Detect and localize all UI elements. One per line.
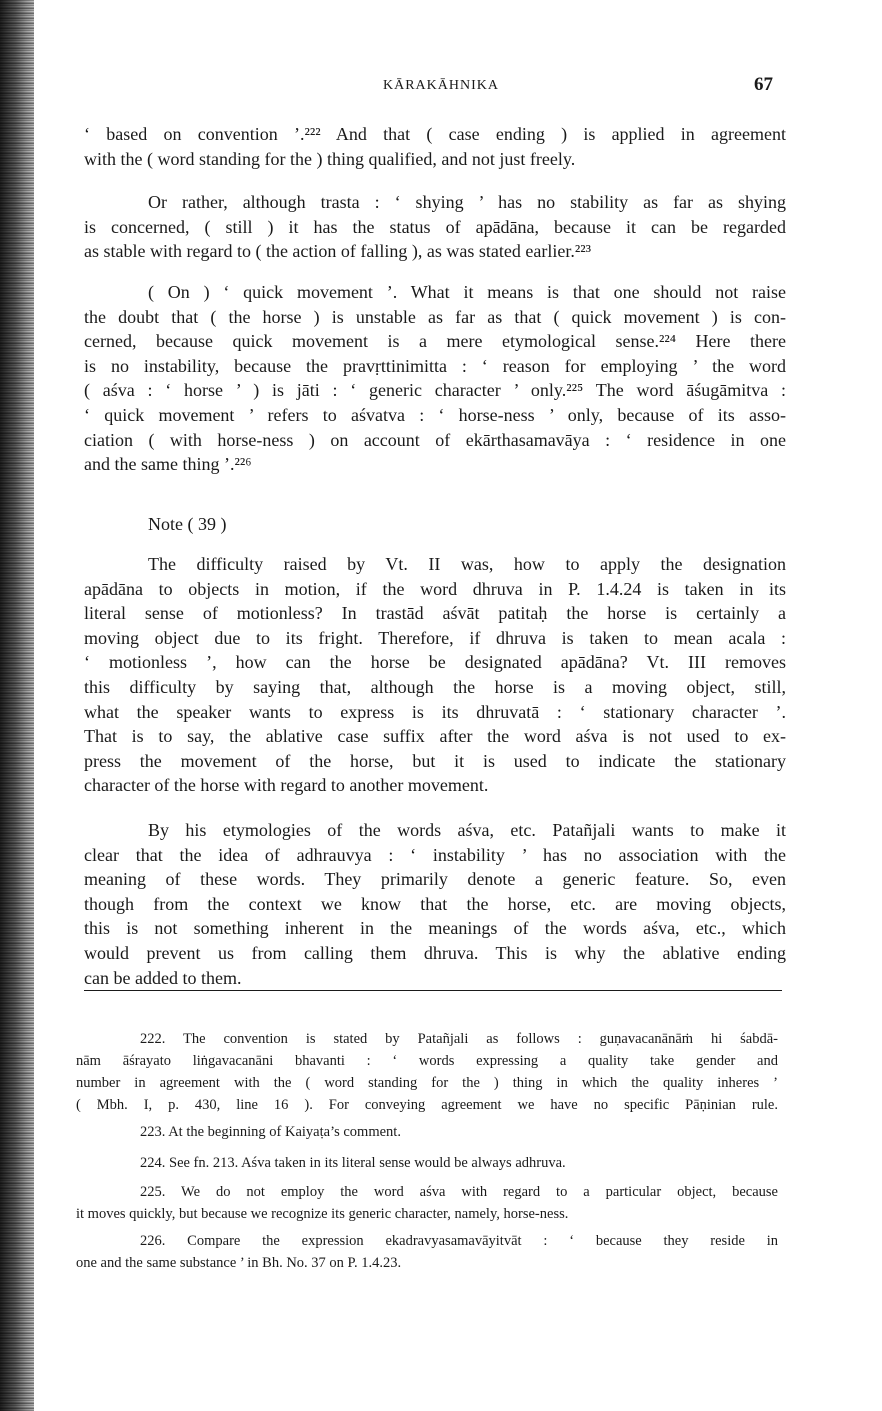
footnote-line: nām āśrayato liṅgavacanāni bhavanti : ‘ words expressing a quality take gender and [76, 1053, 778, 1069]
footnote-224 [76, 1152, 778, 1174]
text-line: ‘ based on convention ’.²²² And that ( case ending ) is applied in agreement [84, 124, 786, 144]
footnote-line: 222. The convention is stated by Patañjali as follows : guṇavacanānāṁ hi śabdā- [140, 1031, 778, 1047]
text-line: clear that the idea of adhrauvya : ‘ instability ’ has no association with the [84, 844, 786, 865]
paragraph-3 [84, 280, 786, 477]
footnote-line: 225. We do not employ the word aśva with regard to a particular object, because [140, 1184, 778, 1200]
text-line: though from the context we know that the horse, etc. are moving objects, [84, 893, 786, 914]
text-line: and the same thing ’.²²⁶ [84, 454, 252, 475]
text-line: ‘ quick movement ’ refers to aśvatva : ‘ horse-ness ’ only, because of its asso- [84, 404, 786, 425]
text-line: literal sense of motionless? In trastād aśvāt patitaḥ the horse is certainly a [84, 603, 786, 624]
text-line: with the ( word standing for the ) thing qualified, and not just freely. [84, 148, 576, 169]
text-line: Or rather, although trasta : ‘ shying ’ has no stability as far as shying [148, 192, 786, 212]
text-line: the doubt that ( the horse ) is unstable as far as that ( quick movement ) is con- [84, 306, 786, 327]
paragraph-1 [84, 122, 786, 171]
text-line: ‘ motionless ’, how can the horse be designated apādāna? Vt. III removes [84, 652, 786, 673]
text-line: this difficulty by saying that, although the horse is a moving object, still, [84, 676, 786, 697]
footnote-line: number in agreement with the ( word standing for the ) thing in which the quality inheres ’ [76, 1075, 778, 1091]
text-line: would prevent us from calling them dhruva. This is why the ablative ending [84, 942, 786, 963]
text-line: ( On ) ‘ quick movement ’. What it means is that one should not raise [148, 282, 786, 302]
text-line: ciation ( with horse-ness ) on account of ekārthasamavāya : ‘ residence in one [84, 429, 786, 450]
footnote-line: one and the same substance ’ in Bh. No. 37 on P. 1.4.23. [76, 1255, 402, 1271]
text-line: By his etymologies of the words aśva, etc. Patañjali wants to make it [148, 820, 786, 840]
footnote-line: ( Mbh. I, p. 430, line 16 ). For conveying agreement we have no specific Pāṇinian rule. [76, 1097, 778, 1113]
text-line: apādāna to objects in motion, if the word dhruva in P. 1.4.24 is taken in its [84, 578, 786, 599]
footnote-223 [76, 1121, 778, 1143]
text-line: character of the horse with regard to another movement. [84, 775, 489, 796]
text-line: moving object due to its fright. Therefore, if dhruva is taken to mean acala : [84, 627, 786, 648]
text-line: can be added to them. [84, 967, 242, 988]
footnote-line: 226. Compare the expression ekadravyasamavāyitvāt : ‘ because they reside in [140, 1233, 778, 1249]
footnote-line: 224. See fn. 213. Aśva taken in its literal sense would be always adhruva. [140, 1155, 566, 1171]
footnote-line: it moves quickly, but because we recognize its generic character, namely, horse-ness. [76, 1206, 569, 1222]
footnote-line: 223. At the beginning of Kaiyaṭa’s comment. [140, 1124, 401, 1140]
text-line: what the speaker wants to express is its dhruvatā : ‘ stationary character ’. [84, 701, 786, 722]
text-line: The difficulty raised by Vt. II was, how to apply the designation [148, 554, 786, 574]
page-number: 67 [754, 74, 773, 95]
text-line: cerned, because quick movement is a mere etymological sense.²²⁴ Here there [84, 331, 786, 352]
text-line: That is to say, the ablative case suffix after the word aśva is not used to ex- [84, 726, 786, 747]
running-header: KĀRAKĀHNIKA [383, 78, 499, 93]
paragraph-5 [84, 818, 786, 990]
footnote-225 [76, 1181, 778, 1225]
text-line: is no instability, because the pravṛttinimitta : ‘ reason for employing ’ the word [84, 355, 786, 376]
text-line: as stable with regard to ( the action of falling ), as was stated earlier.²²³ [84, 241, 592, 262]
scan-binding-edge [0, 0, 34, 1411]
text-line: press the movement of the horse, but it is used to indicate the stationary [84, 750, 786, 771]
note-heading: Note ( 39 ) [148, 514, 227, 534]
text-line: this is not something inherent in the meanings of the words aśva, etc., which [84, 918, 786, 939]
paragraph-4 [84, 552, 786, 798]
footnote-divider [84, 990, 782, 991]
text-line: is concerned, ( still ) it has the status of apādāna, because it can be regarded [84, 216, 786, 237]
footnote-222 [76, 1028, 778, 1116]
paragraph-2 [84, 190, 786, 264]
text-line: meaning of these words. They primarily denote a generic feature. So, even [84, 869, 786, 890]
footnote-226 [76, 1230, 778, 1274]
text-line: ( aśva : ‘ horse ’ ) is jāti : ‘ generic character ’ only.²²⁵ The word āśugāmitva : [84, 380, 786, 401]
